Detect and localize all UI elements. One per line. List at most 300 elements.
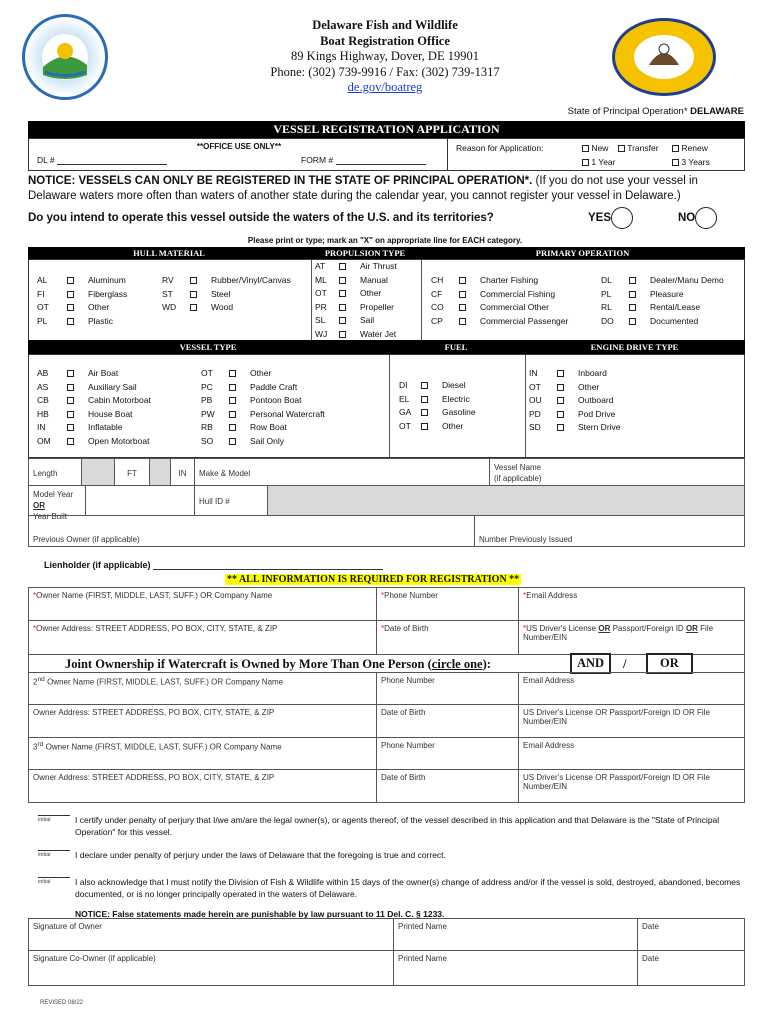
hull-material-heading: HULL MATERIAL [133, 248, 205, 258]
option-label: Commercial Passenger [480, 315, 569, 326]
checkbox[interactable] [557, 411, 564, 418]
option-row[interactable] [399, 393, 476, 407]
option-label: 3 Years [681, 157, 710, 167]
checkbox[interactable] [582, 145, 589, 152]
checkbox[interactable] [421, 409, 428, 416]
option-row[interactable] [37, 301, 127, 315]
checkbox[interactable] [67, 318, 74, 325]
option-code: AL [37, 275, 48, 285]
option-label: Diesel [442, 380, 466, 390]
checkbox[interactable] [629, 277, 636, 284]
checkbox[interactable] [629, 304, 636, 311]
owner2-id-field[interactable] [518, 704, 745, 738]
phone-label: Phone Number [381, 676, 435, 685]
previous-owner-label: Previous Owner (if applicable) [33, 535, 140, 544]
option-row[interactable] [529, 421, 621, 435]
owner2-name-field[interactable] [28, 672, 377, 705]
id-or: OR [598, 624, 611, 633]
owner-name-field[interactable]: *Owner Name (FIRST, MIDDLE, LAST, SUFF.) OR Company Name [28, 587, 377, 621]
option-code: EL [399, 393, 410, 404]
option-code: RB [201, 422, 213, 432]
office-name: Boat Registration Office [320, 33, 450, 48]
option-row[interactable] [315, 260, 397, 274]
option-code: OU [529, 395, 542, 405]
checkbox[interactable] [229, 397, 236, 404]
length-ft-field[interactable] [81, 458, 115, 486]
checkbox[interactable] [229, 384, 236, 391]
vessel-type-heading: VESSEL TYPE [179, 342, 237, 352]
form-field[interactable] [336, 164, 426, 165]
option-label: Commercial Fishing [480, 288, 556, 299]
option-row[interactable] [315, 301, 397, 315]
checkbox[interactable] [339, 317, 346, 324]
option-row[interactable] [162, 274, 291, 288]
office-use-box [28, 138, 448, 171]
owner3-dob-field[interactable] [376, 769, 519, 803]
option-row[interactable] [431, 315, 568, 329]
option-row[interactable] [201, 381, 325, 395]
option-label: Other [442, 420, 464, 431]
option-code: OT [399, 420, 411, 431]
owner-dob-label: Date of Birth [384, 624, 429, 633]
option-label: Pod Drive [578, 408, 616, 419]
option-row[interactable] [201, 394, 325, 408]
checkbox[interactable] [339, 331, 346, 338]
owner3-email-field[interactable] [518, 737, 745, 770]
checkbox[interactable] [459, 291, 466, 298]
option-row[interactable] [162, 301, 291, 315]
option-label: New [591, 143, 609, 153]
owner-dob-field[interactable]: *Date of Birth [376, 620, 519, 655]
option-label: Other [250, 368, 272, 378]
owner-signature-field[interactable] [28, 918, 394, 951]
yes-option[interactable] [588, 207, 633, 229]
reason-renew[interactable] [672, 143, 708, 153]
option-label: Row Boat [250, 422, 287, 432]
option-label: Sail [360, 315, 375, 325]
option-code: CP [431, 315, 443, 326]
id-label: US Driver's License OR Passport/Foreign ID OR File Number/EIN [523, 708, 710, 726]
name-label: Owner Name (FIRST, MIDDLE, LAST, SUFF.) OR Company Name [44, 677, 284, 687]
option-code: PW [201, 408, 215, 419]
option-row[interactable] [37, 288, 127, 302]
option-row[interactable] [529, 381, 621, 395]
option-row[interactable] [399, 420, 476, 434]
previous-owner-field[interactable] [28, 515, 475, 547]
option-label: Pleasure [650, 288, 684, 299]
owner2-phone-field[interactable] [376, 672, 519, 705]
checkbox[interactable] [67, 384, 74, 391]
dob-label: Date of Birth [381, 773, 426, 782]
office-use-label: **OFFICE USE ONLY** [196, 142, 282, 151]
reason-1-year[interactable] [582, 157, 616, 167]
number-previously-issued-field[interactable] [474, 515, 745, 547]
option-label: Water Jet [360, 328, 397, 339]
option-label: Renew [681, 143, 708, 153]
or-option[interactable]: OR [646, 653, 693, 674]
category-box-1 [28, 259, 745, 341]
checkbox[interactable] [672, 145, 679, 152]
dob-label: Date of Birth [381, 708, 426, 717]
option-label: Pontoon Boat [250, 395, 302, 405]
option-label: 1 Year [591, 157, 616, 167]
option-code: RV [162, 275, 174, 285]
certification-text: I certify under penalty of perjury that I/we am/are the legal owner(s), or agents thereof, of the vessel described in this application and that Delaware is the "State of Principal Operation" for this vessel. [75, 815, 720, 837]
owner-address-field[interactable]: *Owner Address: STREET ADDRESS, PO BOX, CITY, STATE, & ZIP [28, 620, 377, 655]
option-row[interactable] [37, 315, 127, 329]
printed-name-label: Printed Name [398, 922, 447, 931]
initial-field[interactable] [38, 850, 70, 858]
option-code: CF [431, 288, 443, 299]
option-label: Cabin Motorboat [88, 395, 151, 405]
category-bar-1 [28, 247, 745, 259]
option-row[interactable] [37, 394, 151, 408]
option-label: Other [88, 302, 110, 312]
required-banner: ** ALL INFORMATION IS REQUIRED FOR REGISTRATION ** [227, 574, 520, 585]
option-label: Charter Fishing [480, 275, 539, 285]
checkbox[interactable] [339, 263, 346, 270]
joint-ownership-row [28, 654, 745, 673]
checkbox[interactable] [459, 277, 466, 284]
option-code: OT [201, 368, 213, 378]
propulsion-heading: PROPULSION TYPE [324, 248, 406, 258]
engine-drive-heading: ENGINE DRIVE TYPE [590, 342, 679, 352]
option-code: ML [315, 274, 327, 285]
option-code: SL [315, 315, 326, 325]
principal-operation-notice [28, 174, 748, 204]
option-row[interactable] [529, 394, 621, 408]
option-code: IN [529, 368, 538, 378]
checkbox[interactable] [618, 145, 625, 152]
checkbox[interactable] [67, 291, 74, 298]
option-label: House Boat [88, 408, 133, 419]
checkbox[interactable] [459, 318, 466, 325]
ordinal: 2 [33, 677, 38, 687]
lienholder-field[interactable] [153, 569, 383, 570]
option-code: ST [162, 288, 173, 299]
owner3-name-field[interactable] [28, 737, 377, 770]
lienholder-label: Lienholder (if applicable) [44, 560, 151, 570]
checkbox[interactable] [557, 384, 564, 391]
owner-phone-label: Phone Number [384, 591, 438, 600]
option-row[interactable] [399, 406, 476, 420]
option-label: Sail Only [250, 435, 285, 446]
option-row[interactable] [431, 301, 568, 315]
checkbox[interactable] [557, 370, 564, 377]
owner2-email-field[interactable] [518, 672, 745, 705]
option-label: Inflatable [88, 422, 123, 432]
option-code: HB [37, 408, 49, 419]
option-row[interactable] [431, 274, 568, 288]
owner-email-label: Email Address [526, 591, 578, 600]
checkbox[interactable] [67, 411, 74, 418]
checkbox[interactable] [67, 277, 74, 284]
option-label: Plastic [88, 315, 114, 326]
category-bar-2 [28, 340, 745, 354]
in-label: IN [170, 458, 195, 486]
owner-phone-field[interactable]: *Phone Number [376, 587, 519, 621]
checkbox[interactable] [67, 370, 74, 377]
checkbox[interactable] [229, 424, 236, 431]
option-row[interactable] [315, 328, 397, 342]
reason-3-years[interactable] [672, 157, 710, 167]
printed-name-2-label: Printed Name [398, 954, 447, 963]
id-text-b: Passport/Foreign ID [610, 624, 686, 633]
option-row[interactable] [529, 367, 621, 381]
initial-field[interactable] [38, 815, 70, 823]
checkbox[interactable] [672, 159, 679, 166]
length-label: Length [28, 458, 82, 486]
reason-box [447, 138, 745, 171]
no-circle[interactable] [695, 207, 717, 229]
option-row[interactable] [162, 288, 291, 302]
no-option[interactable] [678, 207, 717, 229]
option-code: WD [162, 302, 177, 312]
website-link[interactable]: de.gov/boatreg [347, 80, 423, 94]
address-label: Owner Address: STREET ADDRESS, PO BOX, CITY, STATE, & ZIP [33, 773, 275, 782]
option-code: AS [37, 381, 49, 392]
joint-text: Joint Ownership if Watercraft is Owned by More Than One Person ( [65, 657, 432, 671]
option-code: OT [315, 288, 327, 298]
option-row[interactable] [201, 421, 325, 435]
option-label: Steel [211, 288, 231, 299]
dl-label: DL # [37, 155, 55, 165]
option-row[interactable] [37, 274, 127, 288]
option-row[interactable] [37, 435, 151, 449]
option-row[interactable] [529, 408, 621, 422]
option-label: Other [578, 381, 600, 392]
owner3-id-field[interactable] [518, 769, 745, 803]
option-label: Open Motorboat [88, 435, 150, 446]
option-row[interactable] [601, 315, 724, 329]
option-label: Dealer/Manu Demo [650, 275, 724, 285]
checkbox[interactable] [229, 411, 236, 418]
yes-label: YES [588, 212, 612, 225]
or-text: OR [33, 501, 45, 510]
option-label: Stern Drive [578, 422, 621, 432]
outside-waters-question: Do you intend to operate this vessel outside the waters of the U.S. and its territories? [28, 212, 494, 224]
option-row[interactable] [399, 379, 476, 393]
option-row[interactable] [315, 287, 397, 301]
option-label: Rubber/Vinyl/Canvas [211, 275, 291, 285]
option-code: AT [315, 261, 326, 271]
initial-field[interactable] [38, 877, 70, 885]
option-code: IN [37, 422, 46, 432]
ordinal: 3 [33, 742, 38, 752]
checkbox[interactable] [190, 304, 197, 311]
circle-one: circle one [431, 657, 483, 671]
id-or: OR [685, 624, 698, 633]
option-code: CB [37, 395, 49, 405]
option-code: PC [201, 381, 213, 392]
model-year-field[interactable] [85, 485, 195, 516]
year-built-text: Year Built [33, 512, 67, 521]
false-statement-notice: NOTICE: False statements made herein are punishable by law pursuant to 11 Del. C. § 1233. [75, 909, 445, 919]
date-field[interactable] [637, 918, 745, 951]
state-label: State of Principal Operation* [567, 106, 688, 117]
lienholder-row [44, 560, 383, 570]
owner-name-label: Owner Name (FIRST, MIDDLE, LAST, SUFF.) OR Company Name [36, 591, 273, 600]
option-label: Air Thrust [360, 261, 397, 271]
office-address: 89 Kings Highway, Dover, DE 19901 [291, 49, 479, 63]
owner-email-field[interactable]: *Email Address [518, 587, 745, 621]
checkbox[interactable] [557, 397, 564, 404]
option-row[interactable] [201, 367, 325, 381]
ordinal-suffix: nd [37, 676, 45, 683]
hull-id-label: Hull ID # [194, 485, 268, 516]
address-label: Owner Address: STREET ADDRESS, PO BOX, CITY, STATE, & ZIP [33, 708, 275, 717]
checkbox[interactable] [229, 370, 236, 377]
revised-date: REVISED 08/22 [40, 1000, 84, 1006]
checkbox[interactable] [67, 304, 74, 311]
checkbox[interactable] [190, 291, 197, 298]
checkbox[interactable] [339, 277, 346, 284]
id-label: US Driver's License OR Passport/Foreign ID OR File Number/EIN [523, 773, 710, 791]
hull-id-field[interactable] [267, 485, 745, 516]
option-code: AB [37, 368, 49, 378]
checkbox[interactable] [557, 424, 564, 431]
and-option[interactable]: AND [570, 653, 611, 674]
option-label: Auxiliary Sail [88, 381, 137, 392]
option-label: Air Boat [88, 368, 119, 378]
owner2-address-field[interactable] [28, 704, 377, 738]
option-code: OT [529, 381, 541, 392]
office-phone: Phone: (302) 739-9916 / Fax: (302) 739-1317 [270, 64, 500, 79]
option-row[interactable] [37, 408, 151, 422]
date-label: Date [642, 922, 659, 931]
option-row[interactable] [37, 381, 151, 395]
option-row[interactable] [431, 288, 568, 302]
email-label: Email Address [523, 676, 575, 685]
option-label: Manual [360, 274, 388, 285]
checkbox[interactable] [421, 423, 428, 430]
primary-operation-heading: PRIMARY OPERATION [535, 248, 630, 258]
vessel-name-label: Vessel Name [494, 463, 542, 472]
fuel-heading: FUEL [444, 342, 468, 352]
option-label: Gasoline [442, 407, 476, 417]
name-label: Owner Name (FIRST, MIDDLE, LAST, SUFF.) OR Company Name [43, 742, 282, 752]
vessel-name-field[interactable] [489, 458, 745, 486]
option-code: OT [37, 302, 49, 312]
option-row[interactable] [601, 274, 724, 288]
option-row[interactable] [601, 288, 724, 302]
option-row[interactable] [37, 421, 151, 435]
initial-label: initial [38, 852, 51, 858]
length-in-field[interactable] [149, 458, 171, 486]
number-previously-issued-label: Number Previously Issued [479, 535, 573, 544]
office-header [0, 18, 770, 96]
option-code: GA [399, 407, 412, 417]
option-code: DL [601, 275, 612, 285]
checkbox[interactable] [629, 291, 636, 298]
certification-text: I declare under penalty of perjury under the laws of Delaware that the foregoing is true and correct. [75, 850, 446, 860]
option-row[interactable] [201, 408, 325, 422]
state-value: DELAWARE [690, 106, 744, 117]
coowner-signature-field[interactable] [28, 950, 394, 986]
option-code: DO [601, 315, 614, 326]
checkbox[interactable] [629, 318, 636, 325]
owner-signature-label: Signature of Owner [33, 922, 102, 931]
option-label: Commercial Other [480, 302, 549, 312]
owner2-dob-field[interactable] [376, 704, 519, 738]
reason-new[interactable] [582, 143, 608, 153]
model-year-label [28, 485, 86, 521]
option-code: SD [529, 422, 541, 432]
instructions: Please print or type; mark an "X" on appropriate line for EACH category. [247, 236, 523, 245]
option-row[interactable] [315, 314, 397, 328]
option-code: PB [201, 395, 213, 405]
owner-id-field[interactable]: *US Driver's License OR Passport/Foreign ID OR File Number/EIN [518, 620, 745, 655]
date-2-field[interactable] [637, 950, 745, 986]
option-code: CH [431, 275, 444, 285]
checkbox[interactable] [67, 438, 74, 445]
checkbox[interactable] [582, 159, 589, 166]
make-model-field[interactable] [194, 458, 490, 486]
form-title: VESSEL REGISTRATION APPLICATION [28, 121, 745, 138]
option-label: Electric [442, 393, 470, 404]
checkbox[interactable] [421, 396, 428, 403]
email-label: Email Address [523, 741, 575, 750]
option-label: Paddle Craft [250, 381, 298, 392]
certification-text: I also acknowledge that I must notify the Division of Fish & Wildlife within 15 days of the owner(s) change of address and/or if the vessel is sold, destroyed, abandoned, becomes documented, or is no longer principally operated in the waters of Delaware. [75, 877, 741, 899]
yes-circle[interactable] [611, 207, 633, 229]
checkbox[interactable] [339, 290, 346, 297]
checkbox[interactable] [67, 424, 74, 431]
checkbox[interactable] [421, 382, 428, 389]
option-label: Documented [650, 315, 699, 326]
owner3-address-field[interactable] [28, 769, 377, 803]
form-label: FORM # [301, 155, 334, 165]
option-label: Wood [211, 302, 234, 312]
checkbox[interactable] [229, 438, 236, 445]
make-model-label: Make & Model [199, 469, 251, 478]
checkbox[interactable] [339, 304, 346, 311]
checkbox[interactable] [67, 397, 74, 404]
phone-label: Phone Number [381, 741, 435, 750]
checkbox[interactable] [459, 304, 466, 311]
reason-transfer[interactable] [618, 143, 659, 153]
option-label: Aluminum [88, 275, 126, 285]
reason-label: Reason for Application: [456, 143, 544, 153]
owner-address-label: Owner Address: STREET ADDRESS, PO BOX, CITY, STATE, & ZIP [36, 624, 278, 633]
category-box-2 [28, 354, 745, 458]
slash: / [623, 657, 627, 671]
notice-bold: NOTICE: VESSELS CAN ONLY BE REGISTERED IN THE STATE OF PRINCIPAL OPERATION*. [28, 175, 533, 187]
option-code: OM [37, 435, 51, 446]
option-code: DI [399, 380, 408, 390]
state-of-operation [568, 106, 744, 117]
owner3-phone-field[interactable] [376, 737, 519, 770]
option-row[interactable] [37, 367, 151, 381]
dl-field[interactable] [57, 164, 167, 165]
ordinal-suffix: rd [37, 741, 44, 748]
printed-name-field[interactable] [393, 918, 638, 951]
coowner-signature-label: Signature Co-Owner (if applicable) [33, 954, 156, 963]
option-label: Propeller [360, 301, 395, 312]
option-code: FI [37, 288, 45, 299]
ft-label: FT [114, 458, 150, 486]
id-text-a: US Driver's License [526, 624, 599, 633]
checkbox[interactable] [190, 277, 197, 284]
option-row[interactable] [601, 301, 724, 315]
option-code: PL [601, 288, 612, 299]
option-row[interactable] [201, 435, 325, 449]
vessel-name-sublabel: (if applicable) [494, 474, 542, 483]
notice-text: (If you do not use your vessel in Delaware waters more often than waters of another state during the calendar year, you cannot register your vessel in Delaware.) [28, 175, 698, 202]
option-row[interactable] [315, 274, 397, 288]
model-year-text: Model Year [33, 490, 74, 499]
printed-name-2-field[interactable] [393, 950, 638, 986]
